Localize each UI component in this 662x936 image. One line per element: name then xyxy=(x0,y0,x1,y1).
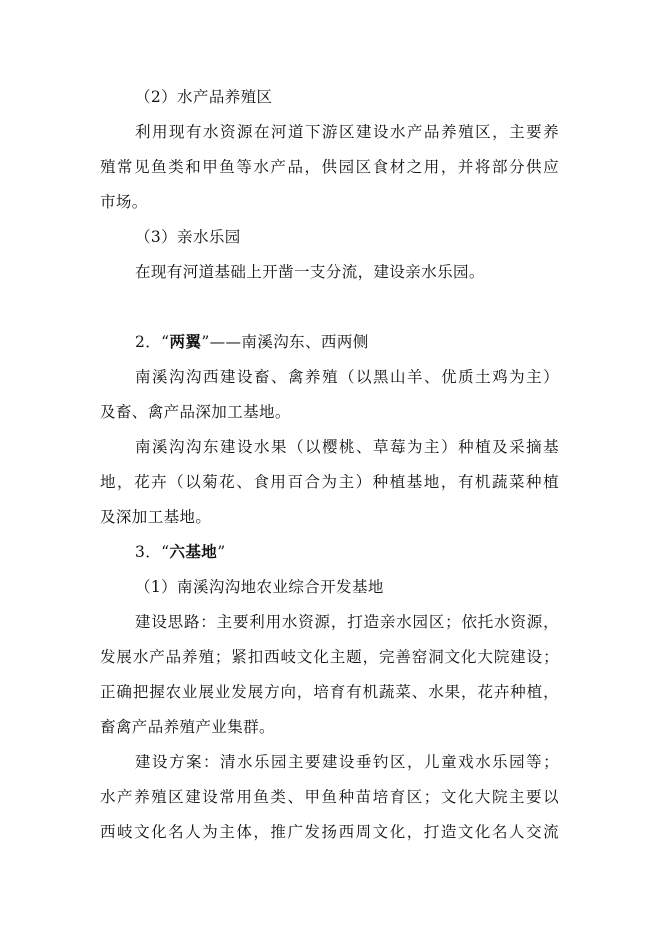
section-heading-two-wings xyxy=(135,332,369,352)
paragraph-line xyxy=(100,787,559,807)
line-text: 地，花卉（以菊花、食用百合为主）种植基地，有机蔬菜种植 xyxy=(100,473,559,491)
line-text: 殖常见鱼类和甲鱼等水产品，供园区食材之用，并将部分供应 xyxy=(100,158,559,176)
line-text: 市场。 xyxy=(100,193,148,211)
paragraph-line xyxy=(100,192,148,212)
paragraph-line xyxy=(100,647,559,667)
heading-emphasis: 六基地 xyxy=(169,542,218,561)
section-heading-six-bases xyxy=(135,542,226,562)
paragraph-line xyxy=(100,682,559,702)
heading-rest: ” xyxy=(217,543,226,561)
line-text: 建设方案：清水乐园主要建设垂钓区，儿童戏水乐园等； xyxy=(135,753,559,771)
line-text: 南溪沟沟东建设水果（以樱桃、草莓为主）种植及采摘基 xyxy=(135,438,559,456)
paragraph-line xyxy=(100,717,275,737)
paragraph-line xyxy=(100,472,559,492)
heading-number: 2．“ xyxy=(135,333,170,351)
subheading-aquaculture xyxy=(135,87,272,107)
paragraph-line xyxy=(135,612,559,632)
line-text: 西岐文化名人为主体，推广发扬西周文化，打造文化名人交流 xyxy=(100,823,559,841)
line-text: （1）南溪沟沟地农业综合开发基地 xyxy=(135,578,384,596)
line-text: 发展水产品养殖；紧扣西岐文化主题，完善窑洞文化大院建设； xyxy=(100,648,559,666)
paragraph-line xyxy=(135,367,559,387)
line-text: 利用现有水资源在河道下游区建设水产品养殖区，主要养 xyxy=(135,123,559,141)
paragraph-line xyxy=(100,402,291,422)
line-text: 水产养殖区建设常用鱼类、甲鱼种苗培育区；文化大院主要以 xyxy=(100,788,559,806)
heading-emphasis: 两翼 xyxy=(169,332,202,351)
subheading-water-park xyxy=(135,227,241,247)
line-text: 及畜、禽产品深加工基地。 xyxy=(100,403,291,421)
line-text: 建设思路：主要利用水资源，打造亲水园区；依托水资源， xyxy=(135,613,559,631)
paragraph-line xyxy=(100,157,559,177)
line-text: （3）亲水乐园 xyxy=(135,228,241,246)
line-text: 及深加工基地。 xyxy=(100,508,212,526)
heading-rest: ”——南溪沟东、西两侧 xyxy=(201,333,369,351)
paragraph-line xyxy=(100,507,211,527)
subheading-agri-base xyxy=(135,577,384,597)
paragraph-line xyxy=(135,262,485,282)
paragraph-line xyxy=(100,822,559,842)
heading-number: 3．“ xyxy=(135,543,170,561)
paragraph-line xyxy=(135,122,559,142)
paragraph-line xyxy=(135,437,559,457)
line-text: 在现有河道基础上开凿一支分流，建设亲水乐园。 xyxy=(135,263,485,281)
line-text: 畜禽产品养殖产业集群。 xyxy=(100,718,275,736)
line-text: 正确把握农业展业发展方向，培育有机蔬菜、水果，花卉种植， xyxy=(100,683,559,701)
paragraph-line xyxy=(135,752,559,772)
line-text: （2）水产品养殖区 xyxy=(135,88,273,106)
line-text: 南溪沟沟西建设畜、禽养殖（以黑山羊、优质土鸡为主） xyxy=(135,368,559,386)
